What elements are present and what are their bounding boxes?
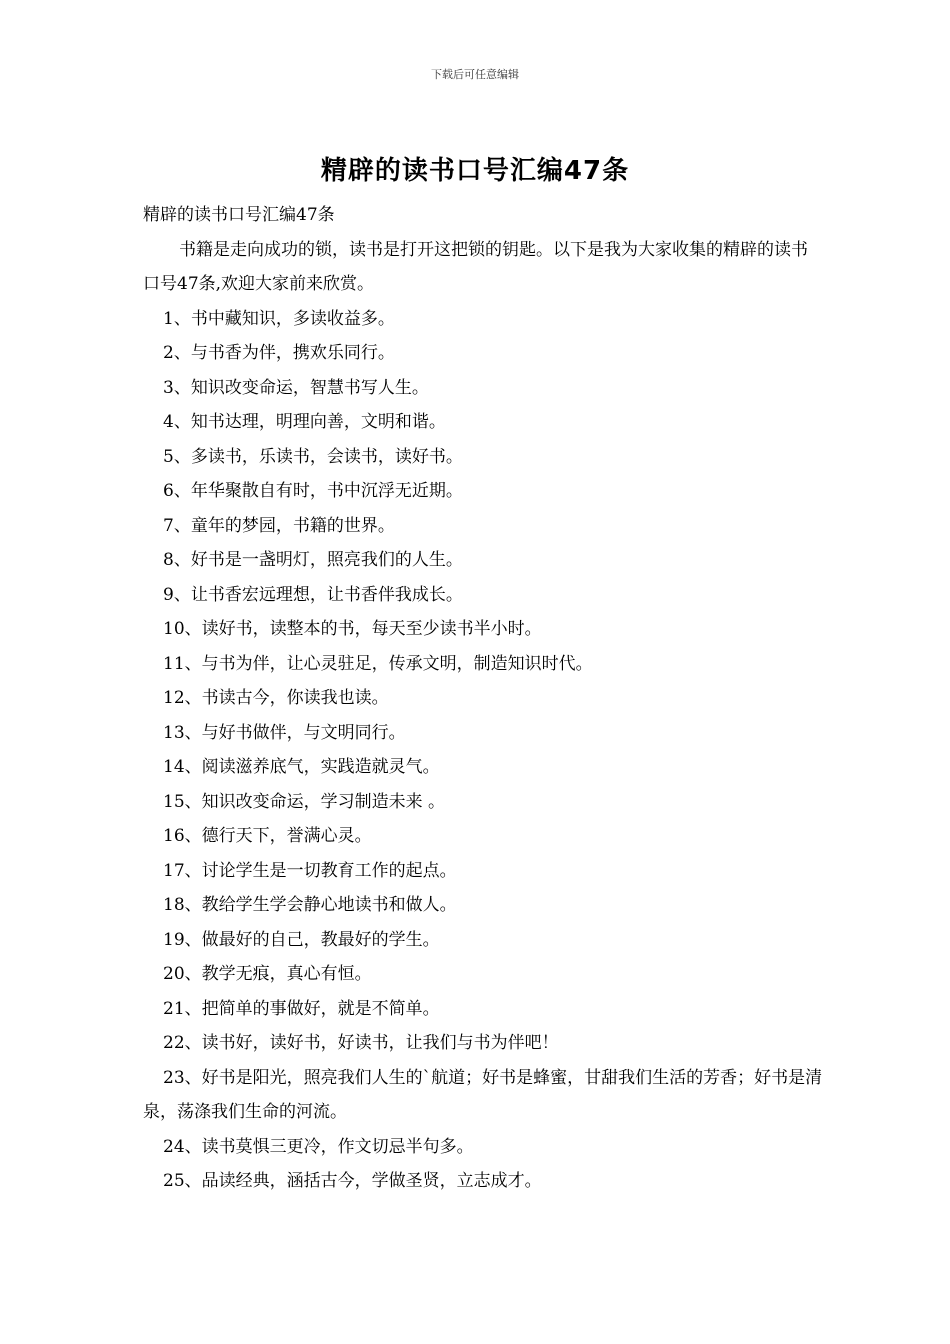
- list-item: 1、书中藏知识，多读收益多。: [163, 308, 395, 329]
- document-title: 精辟的读书口号汇编47条: [320, 156, 630, 186]
- list-item: 16、德行天下，誉满心灵。: [163, 826, 372, 846]
- document-body: [143, 198, 823, 1199]
- list-item: 18、教给学生学会静心地读书和做人。: [163, 895, 457, 915]
- document-subtitle: 精辟的读书口号汇编47条: [143, 205, 335, 225]
- list-item: 10、读好书，读整本的书，每天至少读书半小时。: [163, 619, 542, 639]
- list-item: 14、阅读滋养底气，实践造就灵气。: [163, 757, 440, 777]
- list-item: 12、书读古今，你读我也读。: [163, 688, 389, 708]
- list-item: 7、童年的梦园，书籍的世界。: [163, 515, 395, 536]
- list-item: 11、与书为伴，让心灵驻足，传承文明，制造知识时代。: [163, 653, 593, 674]
- list-item: 8、好书是一盏明灯，照亮我们的人生。: [163, 550, 463, 570]
- list-item: 17、讨论学生是一切教育工作的起点。: [163, 860, 457, 881]
- list-item: 9、让书香宏远理想，让书香伴我成长。: [163, 584, 463, 605]
- list-item: 23、好书是阳光，照亮我们人生的`航道；好书是蜂蜜，甘甜我们生活的芳香；好书是清泉，荡涤我们生命的河流。: [143, 1067, 823, 1122]
- intro-paragraph: 书籍是走向成功的锁，读书是打开这把锁的钥匙。以下是我为大家收集的精辟的读书口号47条,欢迎大家前来欣赏。: [143, 239, 808, 294]
- list-item: 21、把简单的事做好，就是不简单。: [163, 998, 440, 1019]
- list-item: 20、教学无痕，真心有恒。: [163, 964, 372, 984]
- list-item: 6、年华聚散自有时，书中沉浮无近期。: [163, 481, 463, 501]
- list-item: 15、知识改变命运，学习制造未来 。: [163, 791, 446, 812]
- list-item: 3、知识改变命运，智慧书写人生。: [163, 377, 429, 398]
- page-header-note: 下载后可任意编辑: [431, 68, 519, 81]
- list-item: 4、知书达理，明理向善，文明和谐。: [163, 412, 446, 432]
- list-item: 5、多读书，乐读书，会读书，读好书。: [163, 446, 463, 467]
- list-item: 24、读书莫惧三更冷，作文切忌半句多。: [163, 1136, 474, 1157]
- list-item: 19、做最好的自己，教最好的学生。: [163, 929, 440, 950]
- list-item: 13、与好书做伴，与文明同行。: [163, 722, 406, 743]
- list-item: 25、品读经典，涵括古今，学做圣贤，立志成才。: [163, 1171, 542, 1191]
- list-item: 22、读书好，读好书，好读书，让我们与书为伴吧！: [163, 1033, 559, 1053]
- list-item: 2、与书香为伴，携欢乐同行。: [163, 343, 395, 363]
